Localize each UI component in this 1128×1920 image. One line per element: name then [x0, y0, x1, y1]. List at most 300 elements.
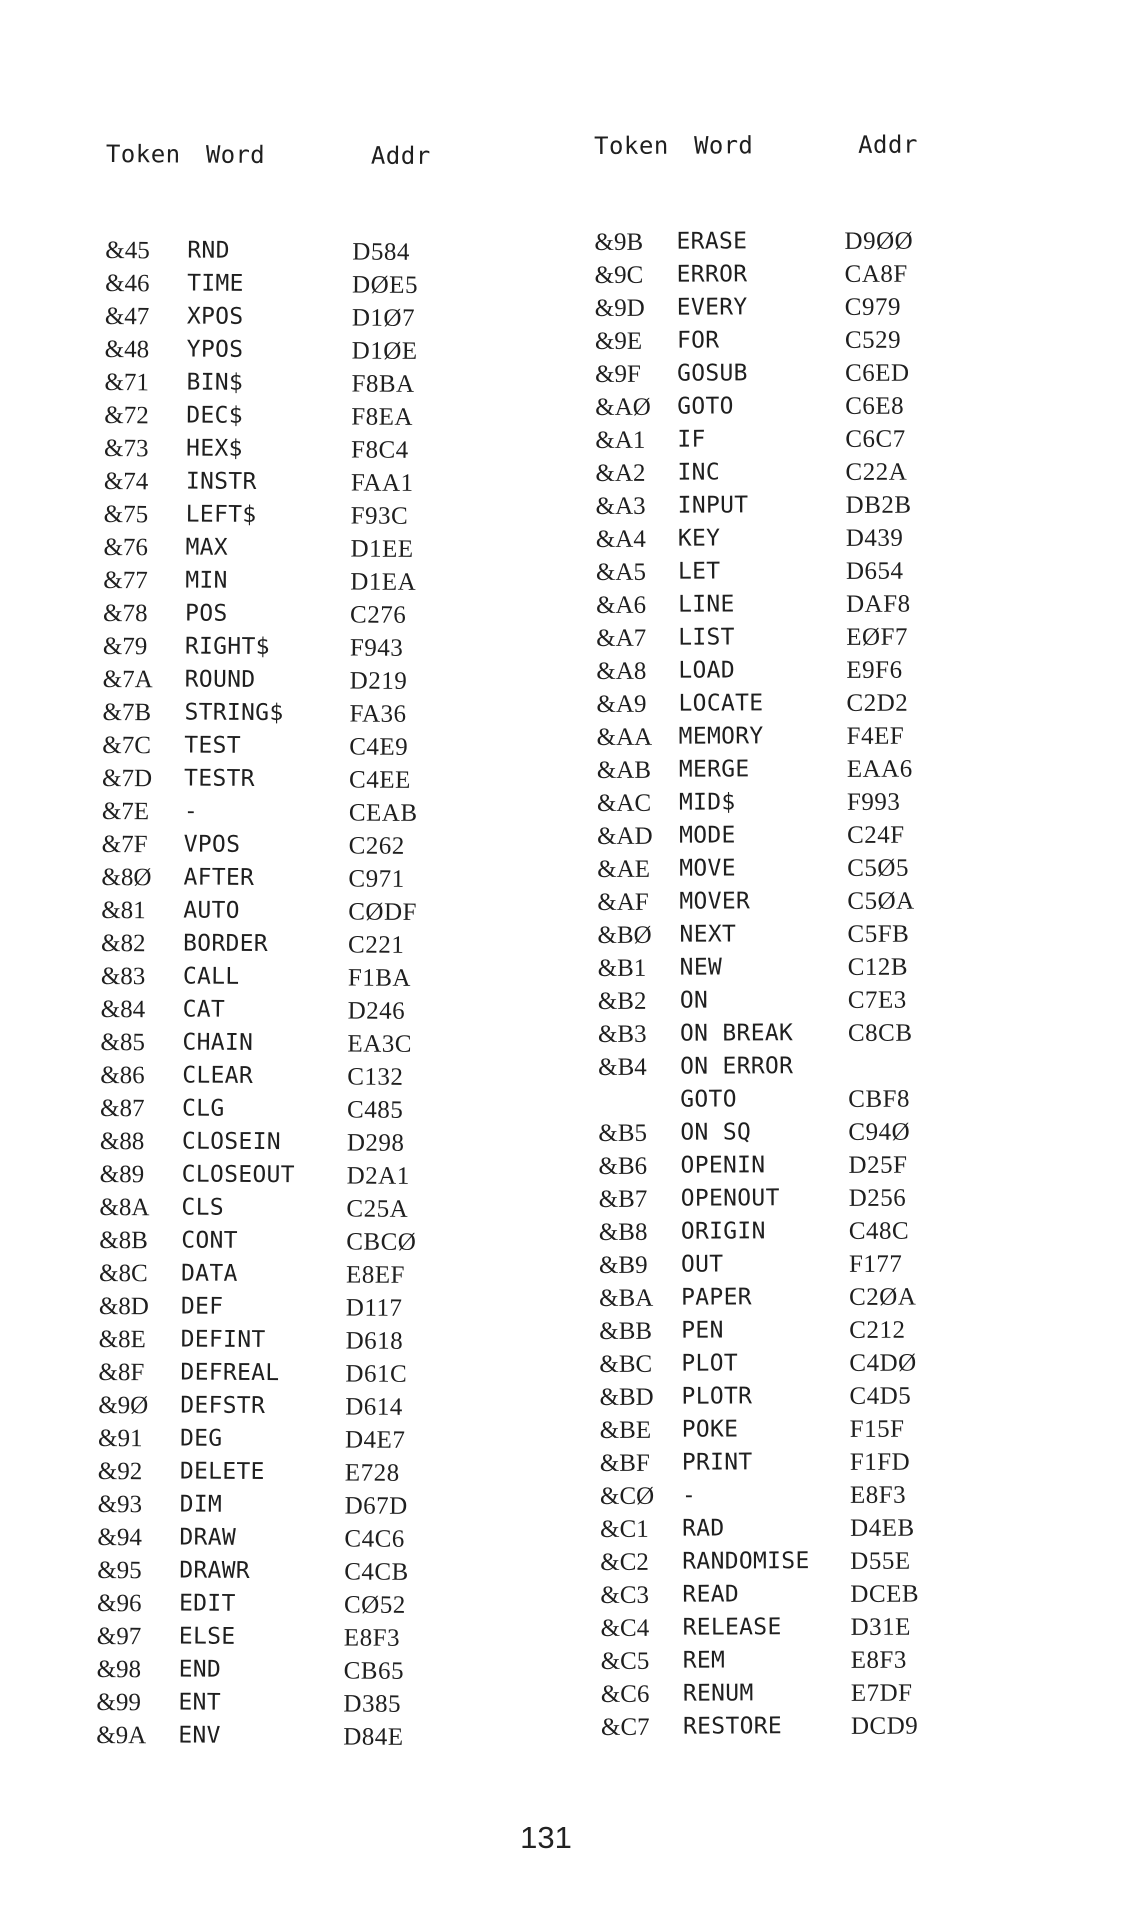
- addr-cell: F1BA: [347, 964, 412, 992]
- table-row: [103, 531, 503, 566]
- addr-cell: C6ED: [845, 359, 910, 387]
- column-headers: [106, 138, 506, 172]
- token-cell: &97: [96, 1622, 142, 1651]
- word-cell: GOSUB: [677, 360, 748, 387]
- table-row: [598, 950, 998, 985]
- word-cell: DEG: [179, 1425, 223, 1452]
- table-row: [599, 1247, 999, 1282]
- word-cell: INC: [677, 459, 721, 486]
- table-row: [598, 1016, 998, 1051]
- table-row: [596, 686, 996, 721]
- word-cell: DEC$: [186, 402, 243, 429]
- token-cell: &47: [104, 302, 150, 331]
- word-cell: TESTR: [184, 765, 255, 792]
- token-cell: &C6: [600, 1680, 650, 1708]
- table-row: [101, 993, 501, 1028]
- word-cell: POKE: [681, 1416, 739, 1443]
- addr-cell: CØ52: [343, 1591, 406, 1619]
- addr-cell: D584: [352, 238, 410, 266]
- token-cell: &C4: [600, 1614, 650, 1642]
- word-cell: TIME: [187, 270, 244, 297]
- token-cell: &9E: [594, 327, 643, 355]
- header-word: Word: [205, 140, 265, 169]
- addr-cell: CA8F: [844, 260, 908, 288]
- word-cell: CLOSEIN: [181, 1128, 281, 1156]
- word-cell: PLOTR: [681, 1383, 753, 1410]
- addr-cell: C212: [849, 1316, 906, 1344]
- token-cell: &A4: [595, 525, 646, 553]
- table-row: [597, 785, 997, 820]
- addr-cell: CEAB: [348, 799, 418, 827]
- token-cell: &AA: [596, 723, 653, 751]
- token-cell: &82: [100, 929, 146, 958]
- table-row: [105, 300, 505, 335]
- word-cell: ENV: [178, 1722, 221, 1749]
- token-cell: &88: [99, 1127, 145, 1156]
- table-row: [97, 1587, 497, 1622]
- word-cell: ON ERROR: [680, 1053, 794, 1080]
- word-cell: ON: [679, 987, 709, 1014]
- table-row: [600, 1511, 1000, 1546]
- word-cell: ELSE: [178, 1623, 236, 1650]
- table-row: [102, 762, 502, 797]
- addr-cell: D2A1: [346, 1162, 410, 1190]
- token-cell: &A9: [596, 690, 647, 718]
- word-cell: KEY: [677, 525, 721, 552]
- word-cell: ORIGIN: [680, 1218, 766, 1245]
- word-cell: MOVE: [679, 855, 736, 882]
- table-row: [601, 1643, 1001, 1678]
- addr-cell: E8F3: [849, 1481, 907, 1509]
- token-cell: &78: [103, 599, 148, 628]
- table-row: [98, 1422, 498, 1457]
- table-row: [599, 1181, 999, 1216]
- word-cell: PRINT: [681, 1449, 753, 1476]
- table-row: [600, 1610, 1000, 1645]
- table-row: [103, 630, 503, 665]
- addr-cell: F993: [846, 788, 901, 816]
- addr-cell: C5FB: [847, 920, 910, 948]
- table-row: [601, 1709, 1001, 1744]
- token-cell: &AF: [597, 888, 649, 916]
- addr-cell: C262: [348, 832, 405, 860]
- token-cell: &46: [105, 269, 150, 298]
- token-cell: &BC: [599, 1350, 653, 1378]
- table-row: [104, 366, 504, 401]
- word-cell: GOTO: [680, 1086, 737, 1113]
- addr-cell: C2D2: [846, 689, 909, 717]
- token-cell: &AC: [596, 789, 652, 817]
- token-cell: &8Ø: [101, 863, 152, 892]
- token-cell: &74: [103, 467, 149, 496]
- addr-cell: F15F: [849, 1415, 905, 1443]
- word-cell: NEXT: [679, 921, 737, 948]
- table-row: [598, 1148, 998, 1183]
- table-row: [98, 1356, 498, 1391]
- addr-cell: C2ØA: [849, 1283, 917, 1311]
- token-cell: &48: [104, 335, 150, 364]
- token-cell: &BB: [599, 1317, 653, 1345]
- token-cell: &9F: [595, 360, 641, 388]
- word-cell: RELEASE: [682, 1614, 782, 1641]
- addr-cell: DAF8: [846, 590, 911, 618]
- addr-cell: C132: [347, 1063, 404, 1091]
- word-cell: OUT: [680, 1251, 724, 1278]
- table-row: [595, 323, 995, 358]
- token-cell: &8D: [98, 1292, 149, 1321]
- addr-cell: C94Ø: [848, 1118, 911, 1146]
- addr-cell: C4C6: [344, 1525, 405, 1553]
- word-cell: -: [183, 798, 199, 825]
- token-cell: &A3: [595, 492, 646, 520]
- addr-cell: D256: [848, 1184, 907, 1212]
- token-cell: &45: [105, 236, 150, 265]
- header-word: Word: [694, 131, 754, 160]
- token-cell: &92: [97, 1457, 143, 1486]
- token-cell: &72: [104, 401, 149, 430]
- table-row: [104, 498, 504, 533]
- token-cell: &96: [96, 1589, 142, 1618]
- token-cell: &8E: [98, 1325, 146, 1354]
- token-cell: &B5: [598, 1119, 648, 1147]
- table-row: [105, 333, 505, 368]
- table-row: [99, 1323, 499, 1358]
- addr-cell: C529: [844, 326, 902, 354]
- addr-cell: D67D: [344, 1492, 408, 1520]
- word-cell: BIN$: [186, 369, 244, 396]
- token-cell: &73: [104, 434, 149, 463]
- addr-cell: CBF8: [848, 1085, 911, 1113]
- word-cell: LOCATE: [678, 690, 764, 717]
- table-row: [597, 917, 997, 952]
- word-cell: RAD: [682, 1515, 725, 1542]
- word-cell: DELETE: [179, 1458, 265, 1485]
- word-cell: INPUT: [677, 492, 749, 519]
- token-cell: &7C: [102, 731, 151, 760]
- token-cell: &8B: [99, 1226, 148, 1255]
- addr-cell: D61C: [345, 1360, 408, 1388]
- word-cell: EVERY: [676, 294, 748, 321]
- table-row: [97, 1554, 497, 1589]
- table-row: [102, 729, 502, 764]
- table-row: [597, 818, 997, 853]
- addr-cell: D614: [345, 1393, 403, 1421]
- token-cell: &83: [100, 962, 146, 991]
- table-row: [598, 983, 998, 1018]
- addr-cell: F177: [848, 1250, 903, 1278]
- addr-cell: D654: [845, 557, 904, 585]
- token-cell: &91: [97, 1424, 143, 1453]
- token-cell: &77: [103, 566, 148, 595]
- token-cell: &94: [97, 1523, 142, 1552]
- token-cell: &A6: [596, 591, 647, 619]
- addr-cell: DB2B: [845, 491, 912, 519]
- word-cell: CLEAR: [182, 1062, 254, 1089]
- token-cell: &86: [100, 1061, 145, 1090]
- table-row: [596, 620, 996, 655]
- word-cell: ENT: [178, 1689, 221, 1716]
- word-cell: RND: [187, 237, 230, 264]
- addr-cell: D618: [345, 1327, 404, 1355]
- word-cell: LEFT$: [185, 501, 257, 528]
- word-cell: -: [681, 1482, 697, 1509]
- addr-cell: C7E3: [847, 986, 907, 1014]
- table-row: [597, 884, 997, 919]
- token-rows-right: [594, 224, 1001, 1744]
- addr-cell: C276: [350, 601, 407, 629]
- word-cell: OPENOUT: [680, 1185, 780, 1212]
- token-cell: &C5: [600, 1647, 650, 1675]
- table-row: [101, 960, 501, 995]
- word-cell: ERASE: [676, 228, 748, 255]
- token-cell: &93: [97, 1490, 143, 1519]
- addr-cell: D385: [343, 1690, 402, 1718]
- token-cell: &84: [100, 995, 146, 1024]
- addr-cell: EA3C: [347, 1030, 413, 1058]
- table-row: [597, 752, 997, 787]
- addr-cell: D1Ø7: [351, 304, 416, 332]
- addr-cell: D31E: [850, 1613, 911, 1641]
- table-row: [98, 1488, 498, 1523]
- addr-cell: DCD9: [850, 1712, 919, 1740]
- addr-cell: D1EA: [350, 568, 417, 596]
- addr-cell: C6E8: [845, 392, 905, 420]
- addr-cell: D55E: [850, 1547, 911, 1575]
- table-row: [98, 1455, 498, 1490]
- table-row: [595, 422, 995, 457]
- table-row: [100, 1092, 500, 1127]
- token-cell: &A8: [596, 657, 647, 685]
- page-number: 131: [520, 1820, 572, 1855]
- addr-cell: DCEB: [850, 1580, 920, 1608]
- word-cell: READ: [682, 1581, 740, 1608]
- table-row: [101, 861, 501, 896]
- token-cell: &AB: [596, 756, 652, 784]
- word-cell: PEN: [681, 1317, 724, 1344]
- table-row: [102, 696, 502, 731]
- addr-cell: D1EE: [350, 535, 414, 563]
- token-cell: &79: [102, 632, 148, 661]
- table-row: [598, 1115, 998, 1150]
- word-cell: PAPER: [681, 1284, 752, 1311]
- table-row: [99, 1257, 499, 1292]
- word-cell: REM: [682, 1647, 726, 1674]
- addr-cell: C5Ø5: [847, 854, 910, 882]
- token-cell: &B2: [597, 987, 647, 1015]
- token-cell: &8F: [98, 1358, 145, 1387]
- addr-cell: D1ØE: [351, 337, 418, 365]
- table-row: [596, 488, 996, 523]
- addr-cell: C24F: [847, 821, 905, 849]
- column-headers: [594, 128, 994, 162]
- addr-cell: D117: [345, 1294, 403, 1322]
- token-cell: &A5: [595, 558, 646, 586]
- addr-cell: C22A: [845, 458, 908, 486]
- token-cell: &A2: [595, 459, 646, 487]
- token-cell: &BE: [599, 1416, 652, 1444]
- token-cell: &B9: [598, 1251, 648, 1279]
- header-addr: Addr: [858, 130, 918, 159]
- word-cell: NEW: [679, 954, 723, 981]
- table-row: [101, 927, 501, 962]
- token-cell: &BF: [599, 1449, 650, 1477]
- table-row: [100, 1125, 500, 1160]
- table-row: [105, 267, 505, 302]
- token-cell: &BD: [599, 1383, 654, 1411]
- table-row: [599, 1280, 999, 1315]
- token-cell: &A7: [596, 624, 647, 652]
- addr-cell: C971: [348, 865, 405, 893]
- addr-cell: EØF7: [846, 623, 909, 651]
- addr-cell: D298: [346, 1129, 405, 1157]
- word-cell: VPOS: [183, 831, 241, 858]
- word-cell: DEFINT: [180, 1326, 266, 1353]
- table-row: [100, 1026, 500, 1061]
- addr-cell: F943: [349, 634, 404, 662]
- addr-cell: C8CB: [847, 1019, 913, 1047]
- table-row: [596, 587, 996, 622]
- word-cell: LOAD: [678, 657, 736, 684]
- addr-cell: C4EE: [349, 766, 411, 794]
- addr-cell: D439: [845, 524, 904, 552]
- table-row: [97, 1653, 497, 1688]
- addr-cell: C12B: [847, 953, 909, 981]
- word-cell: DIM: [179, 1491, 223, 1518]
- token-cell: &B4: [598, 1053, 647, 1081]
- token-cell: &B7: [598, 1185, 648, 1213]
- table-row: [101, 894, 501, 929]
- header-token: Token: [594, 131, 669, 160]
- addr-cell: C485: [346, 1096, 404, 1124]
- addr-cell: C4CB: [344, 1558, 409, 1586]
- table-row: [99, 1290, 499, 1325]
- token-cell: &B3: [597, 1020, 647, 1048]
- word-cell: MOVER: [679, 888, 751, 915]
- addr-cell: C4E9: [349, 733, 409, 761]
- word-cell: RENUM: [682, 1680, 754, 1707]
- word-cell: IF: [677, 426, 706, 453]
- token-cell: &7F: [101, 830, 148, 859]
- addr-cell: E8F3: [850, 1646, 907, 1674]
- table-row: [97, 1521, 497, 1556]
- word-cell: STRING$: [184, 699, 284, 727]
- addr-cell: D4EB: [850, 1514, 915, 1542]
- table-row: [600, 1544, 1000, 1579]
- word-cell: DEFSTR: [180, 1392, 266, 1419]
- word-cell: CAT: [182, 996, 226, 1023]
- addr-cell: C48C: [848, 1217, 910, 1245]
- addr-cell: D25F: [848, 1151, 908, 1179]
- token-cell: &B1: [597, 954, 647, 982]
- token-table-left: [96, 138, 506, 1754]
- addr-cell: D4E7: [344, 1426, 406, 1454]
- addr-cell: D9ØØ: [844, 227, 914, 255]
- table-row: [104, 432, 504, 467]
- token-cell: &81: [101, 896, 146, 925]
- word-cell: TEST: [184, 732, 241, 759]
- token-cell: &7E: [101, 797, 150, 826]
- addr-cell: DØE5: [352, 271, 419, 299]
- table-row: [597, 719, 997, 754]
- addr-cell: F1FD: [849, 1448, 911, 1476]
- table-row: [103, 597, 503, 632]
- word-cell: PLOT: [681, 1350, 739, 1377]
- token-cell: &99: [96, 1688, 141, 1717]
- addr-cell: C4D5: [849, 1382, 912, 1410]
- token-cell: [598, 1084, 680, 1117]
- token-cell: &BA: [599, 1284, 654, 1312]
- token-cell: &9D: [594, 294, 645, 322]
- addr-cell: C4DØ: [849, 1349, 917, 1377]
- addr-cell: CBCØ: [346, 1228, 417, 1256]
- token-cell: &B6: [598, 1152, 648, 1180]
- addr-cell: F93C: [350, 502, 409, 530]
- table-row: [100, 1158, 500, 1193]
- token-cell: &C3: [600, 1581, 650, 1609]
- table-row: [598, 1049, 998, 1084]
- token-cell: &8C: [98, 1259, 148, 1288]
- addr-cell: [848, 1049, 968, 1083]
- token-cell: &76: [103, 533, 149, 562]
- table-row: [597, 851, 997, 886]
- table-row: [594, 224, 994, 259]
- addr-cell: C6C7: [845, 425, 906, 453]
- addr-cell: E728: [344, 1459, 400, 1487]
- token-cell: &7A: [102, 665, 153, 694]
- token-cell: &89: [99, 1160, 145, 1189]
- addr-cell: E8F3: [343, 1624, 401, 1652]
- word-cell: EDIT: [178, 1590, 236, 1617]
- table-row: [600, 1478, 1000, 1513]
- word-cell: CLOSEOUT: [181, 1161, 295, 1189]
- word-cell: FOR: [676, 327, 720, 354]
- token-cell: &C1: [600, 1515, 649, 1543]
- word-cell: LIST: [678, 624, 735, 651]
- token-cell: &B8: [598, 1218, 648, 1246]
- token-cell: &AE: [597, 855, 651, 883]
- table-row: [98, 1389, 498, 1424]
- word-cell: DRAWR: [179, 1557, 251, 1584]
- word-cell: RANDOMISE: [682, 1548, 810, 1575]
- table-row: [598, 1082, 998, 1117]
- table-row: [601, 1676, 1001, 1711]
- word-cell: RESTORE: [682, 1713, 783, 1740]
- word-cell: RIGHT$: [184, 633, 270, 661]
- addr-cell: C979: [844, 293, 902, 321]
- word-cell: INSTR: [185, 468, 257, 495]
- addr-cell: C5ØA: [847, 887, 915, 915]
- word-cell: MIN: [185, 567, 228, 594]
- token-cell: &9A: [96, 1721, 147, 1750]
- addr-cell: CØDF: [348, 898, 418, 926]
- token-rows-left: [96, 234, 505, 1754]
- token-table-right: [594, 128, 1001, 1744]
- table-row: [104, 399, 504, 434]
- word-cell: OPENIN: [680, 1152, 766, 1179]
- table-row: [96, 1719, 496, 1754]
- table-row: [103, 564, 503, 599]
- table-row: [595, 257, 995, 292]
- token-cell: &7D: [102, 764, 153, 793]
- token-cell: &71: [104, 368, 150, 397]
- addr-cell: FA36: [349, 700, 407, 728]
- header-addr: Addr: [370, 141, 431, 170]
- addr-cell: EAA6: [846, 755, 913, 783]
- word-cell: MAX: [185, 534, 229, 561]
- table-row: [99, 1191, 499, 1226]
- addr-cell: F4EF: [846, 722, 905, 750]
- table-row: [600, 1577, 1000, 1612]
